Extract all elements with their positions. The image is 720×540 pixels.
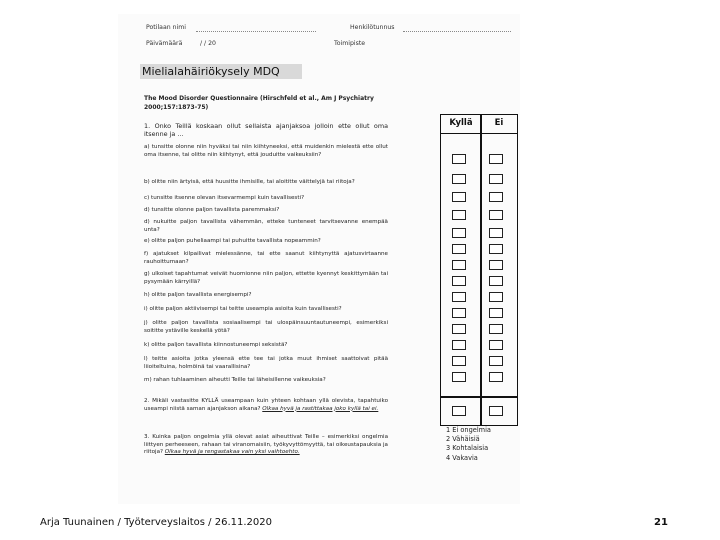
checkbox-yes-j[interactable]	[452, 324, 466, 334]
item-k: k) olitte paljon tavallista kiinnostuneempi seksistä?	[144, 342, 288, 348]
footer-author: Arja Tuunainen / Työterveyslaitos / 26.11.2020	[40, 517, 272, 528]
item-j: j) olitte paljon tavallista sosiaalisempi tai ulospäinsuuntautuneempi, esimerkiksi soititte ystäville keskellä yötä?	[144, 320, 388, 334]
item-d2: d) nukuitte paljon tavallista vähemmän, etteke tunteneet tarvitsevanne enempää unta?	[144, 219, 388, 233]
item-g: g) ulkoiset tapahtumat veivät huomionne niin paljon, ettette kyennyt keskittymään tai pysymään kärryillä?	[144, 271, 388, 285]
checkbox-yes-d[interactable]	[452, 210, 466, 220]
checkbox-no-e[interactable]	[489, 244, 503, 254]
item-c: c) tunsitte itsenne olevan itsevarmempi kuin tavallisesti?	[144, 195, 305, 201]
item-e: e) olitte paljon puheliaampi tai puhuitte tavallista nopeammin?	[144, 238, 321, 244]
checkbox-no-d[interactable]	[489, 210, 503, 220]
checkbox-no-m[interactable]	[489, 372, 503, 382]
checkbox-no-l[interactable]	[489, 356, 503, 366]
checkbox-yes-e[interactable]	[452, 244, 466, 254]
checkbox-yes-k[interactable]	[452, 340, 466, 350]
question-3	[144, 434, 388, 457]
question-2	[144, 398, 388, 413]
name-line	[196, 31, 316, 32]
question-3-text: 3. Kuinka paljon ongelmia yllä olevat asiat aiheuttivat Teille – esimerkiksi ongelmia liittyen perheeseen, rahaan tai viranomaisiin, työkyvyttömyyttä, tai oikeustapauksia ja riitoja?	[144, 434, 388, 456]
option-3[interactable]: 3 Kohtalaisia	[446, 444, 489, 453]
option-1[interactable]: 1 Ei ongelmia	[446, 426, 491, 434]
option-2[interactable]: 2 Vähäisiä	[446, 435, 480, 444]
item-b: b) olitte niin ärtyisä, että huusitte ihmisille, tai aloititte väittelyjä tai riitoja?	[144, 179, 355, 185]
checkbox-no-h[interactable]	[489, 292, 503, 302]
no-column-label: Ei	[494, 118, 504, 128]
checkbox-yes-g[interactable]	[452, 276, 466, 286]
date-value: / / 20	[200, 40, 216, 47]
date-label: Päivämäärä	[146, 40, 183, 47]
checkbox-no-i[interactable]	[489, 308, 503, 318]
severity-options	[446, 426, 491, 463]
item-i: i) olitte paljon aktiivisempi tai teitte useampia asioita kuin tavallisesti?	[144, 306, 342, 312]
id-label: Henkilötunnus	[350, 24, 395, 31]
checkbox-yes-b[interactable]	[452, 174, 466, 184]
yes-column-label: Kyllä	[449, 118, 473, 128]
checkbox-no-j[interactable]	[489, 324, 503, 334]
item-h: h) olitte paljon tavallista energisempi?	[144, 292, 252, 298]
form-title: Mielialahäiriökysely MDQ	[140, 64, 302, 79]
question-2-note: Olkaa hyvä ja rastittakaa joko kyllä tai ei.	[262, 405, 379, 412]
checkbox-no-f[interactable]	[489, 260, 503, 270]
name-label: Potilaan nimi	[146, 24, 187, 31]
citation: The Mood Disorder Questionnaire (Hirschfeld et al., Am J Psychiatry 2000;157:1873-75)	[144, 95, 374, 111]
checkbox-no-a[interactable]	[489, 154, 503, 164]
checkbox-yes-f[interactable]	[452, 260, 466, 270]
checkbox-yes-i[interactable]	[452, 308, 466, 318]
checkbox-yes-c[interactable]	[452, 192, 466, 202]
option-4[interactable]: 4 Vakavia	[446, 453, 478, 462]
item-l: l) teitte asioita jotka yleensä ette tee tai jotka muut ihmiset saattoivat pitää liioiteltuina, holmöinä tai vaarallisina?	[144, 356, 388, 370]
checkbox-no-b[interactable]	[489, 174, 503, 184]
item-a: a) tunsitte olonne niin hyväksi tai niin kiihtyneeksi, että muidenkin mielestä ette ollut oma itsenne, tai olitte niin kiihtynyt, että jouduitte vaikeuksiin?	[144, 144, 388, 158]
checkbox-yes-h[interactable]	[452, 292, 466, 302]
checkbox-no-q2[interactable]	[489, 406, 503, 416]
item-f: f) ajatukset kilpailivat mielessänne, tai ette saanut kiihtynyttä ajatusvirtaanne rauhoittumaan?	[144, 251, 388, 265]
checkbox-yes-a[interactable]	[452, 154, 466, 164]
id-line	[403, 31, 511, 32]
page-number: 21	[654, 517, 668, 528]
item-d: d) tunsitte olonne paljon tavallista paremmaksi?	[144, 207, 280, 213]
checkbox-yes-d2[interactable]	[452, 228, 466, 238]
checkbox-no-k[interactable]	[489, 340, 503, 350]
checkbox-yes-m[interactable]	[452, 372, 466, 382]
question-3-note: Olkaa hyvä ja rengastakaa vain yksi vaihtoehto.	[164, 449, 300, 456]
checkbox-yes-q2[interactable]	[452, 406, 466, 416]
clinic-label: Toimipiste	[334, 40, 366, 47]
item-m: m) rahan tuhlaaminen aiheutti Teille tai läheisillenne vaikeuksia?	[144, 377, 326, 383]
checkbox-no-c[interactable]	[489, 192, 503, 202]
checkbox-no-g[interactable]	[489, 276, 503, 286]
scanned-form	[118, 14, 520, 504]
checkbox-no-d2[interactable]	[489, 228, 503, 238]
question-2-text: 2. Mikäli vastasitte KYLLÄ useampaan kuin yhteen kohtaan yllä olevista, tapahtuiko useampi niistä saman ajanjakson aikana?	[144, 398, 388, 412]
checkbox-yes-l[interactable]	[452, 356, 466, 366]
question-1: 1. Onko Teillä koskaan ollut sellaista ajanjaksoa jolloin ette ollut oma itsenne ja ...	[144, 122, 388, 138]
